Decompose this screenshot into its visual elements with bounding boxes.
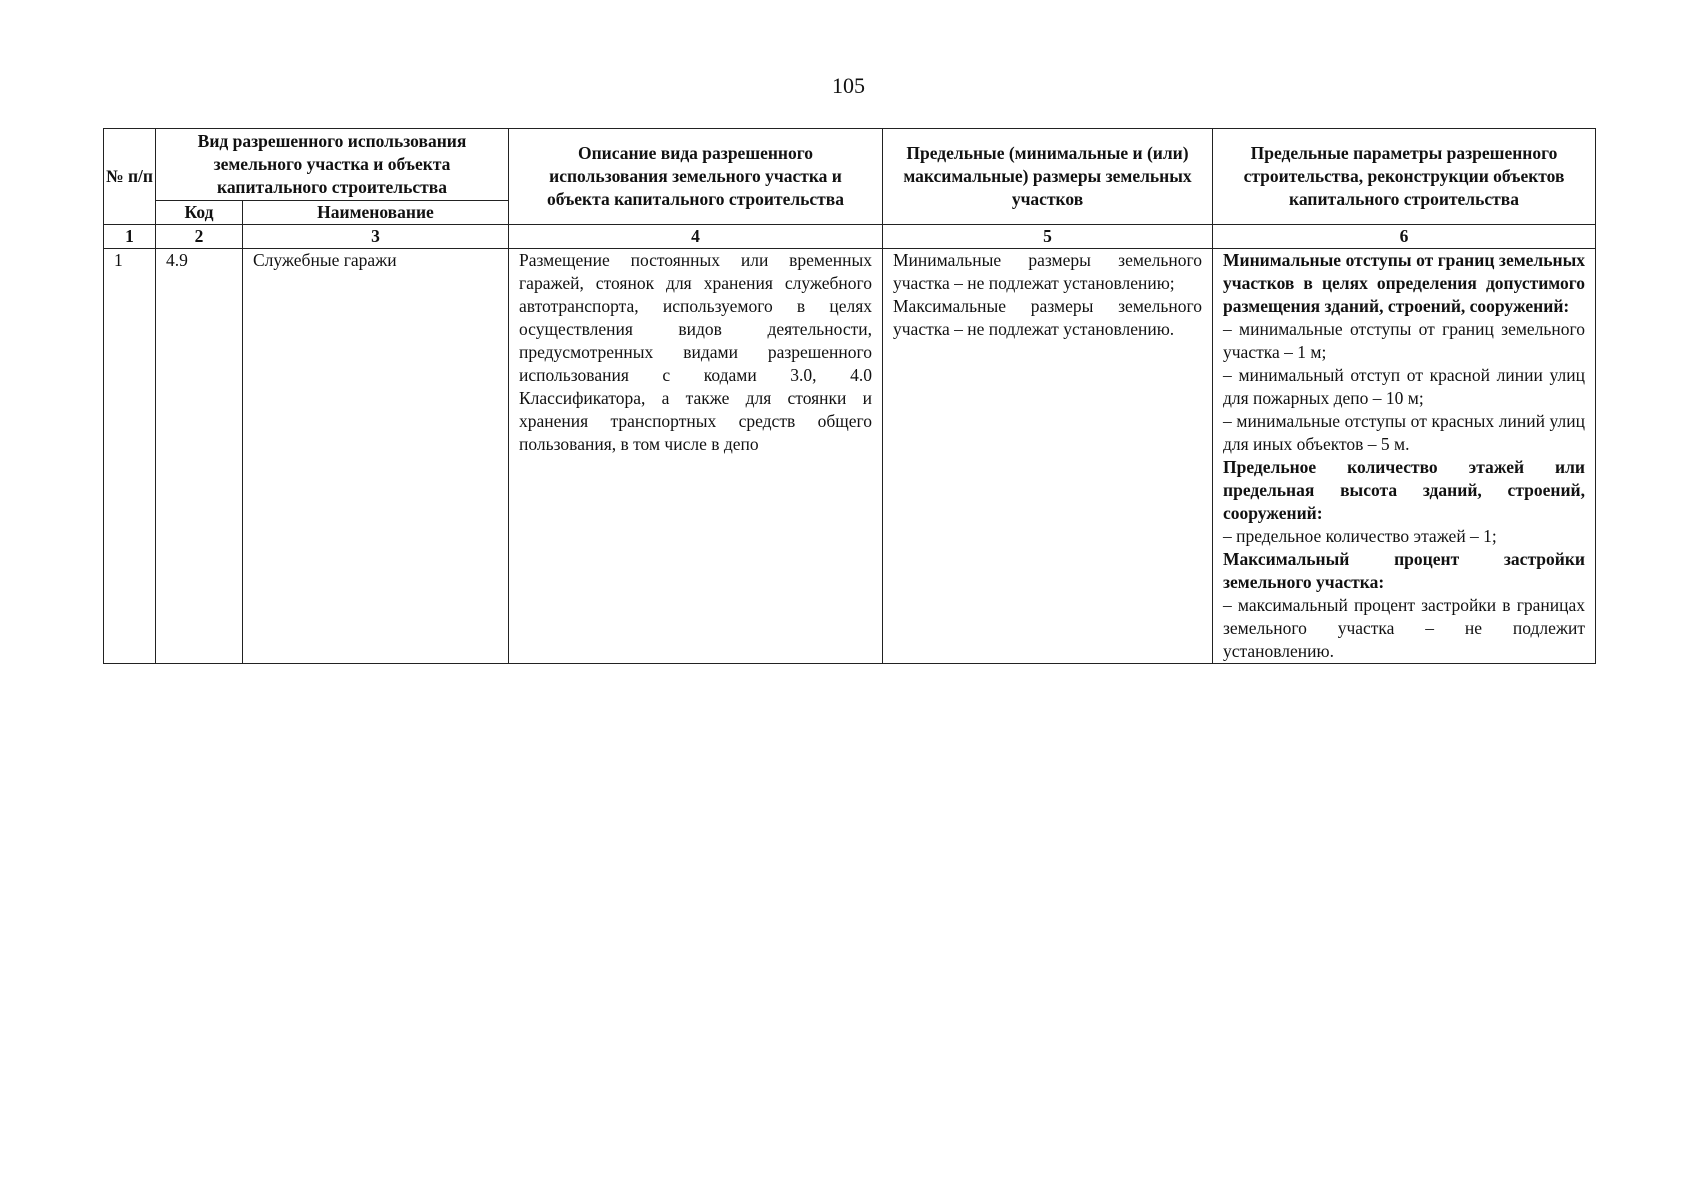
row-num: 1 [104, 249, 156, 664]
floors-item: – предельное количество этажей – 1; [1223, 526, 1497, 546]
column-number-row [104, 225, 1596, 249]
column-number: 5 [883, 225, 1213, 249]
setback-item: – минимальный отступ от красной линии улиц для пожарных депо – 10 м; [1223, 365, 1585, 408]
header-num: № п/п [104, 129, 156, 225]
header-params: Предельные параметры разрешенного строительства, реконструкции объектов капитального строительства [1213, 129, 1596, 225]
header-row [104, 129, 1596, 201]
header-use-kind: Вид разрешенного использования земельного участка и объекта капитального строительства [156, 129, 509, 201]
header-description: Описание вида разрешенного использования земельного участка и объекта капитального строительства [509, 129, 883, 225]
table-row [104, 249, 1596, 664]
page-number: 105 [832, 73, 865, 98]
header-code: Код [156, 201, 243, 225]
header-sizes: Предельные (минимальные и (или) максимальные) размеры земельных участков [883, 129, 1213, 225]
row-description: Размещение постоянных или временных гаражей, стоянок для хранения служебного автотранспорта, используемого в целях осуществления видов деятельности, предусмотренных видами разрешенного использования с кодами 3.0, 4.0 Классификатора, а также для стоянки и хранения транспортных средств общего пользования, в том числе в депо [509, 249, 883, 664]
row-sizes [883, 249, 1213, 664]
row-code: 4.9 [156, 249, 243, 664]
header-name: Наименование [243, 201, 509, 225]
setback-item: – минимальные отступы от красных линий улиц для иных объектов – 5 м. [1223, 411, 1585, 454]
column-number: 2 [156, 225, 243, 249]
column-number: 6 [1213, 225, 1596, 249]
row-name: Служебные гаражи [243, 249, 509, 664]
column-number: 1 [104, 225, 156, 249]
min-size-text: Минимальные размеры земельного участка – не подлежат установлению; [893, 250, 1202, 293]
floors-title: Предельное количество этажей или предельная высота зданий, строений, сооружений: [1223, 457, 1585, 523]
column-number: 4 [509, 225, 883, 249]
column-number: 3 [243, 225, 509, 249]
coverage-title: Максимальный процент застройки земельного участка: [1223, 549, 1585, 592]
row-params [1213, 249, 1596, 664]
coverage-item: – максимальный процент застройки в границах земельного участка – не подлежит установлению. [1223, 595, 1585, 661]
max-size-text: Максимальные размеры земельного участка – не подлежат установлению. [893, 296, 1202, 339]
setback-item: – минимальные отступы от границ земельного участка – 1 м; [1223, 319, 1585, 362]
setback-title: Минимальные отступы от границ земельных участков в целях определения допустимого размещения зданий, строений, сооружений: [1223, 250, 1585, 316]
land-use-table [103, 128, 1596, 664]
